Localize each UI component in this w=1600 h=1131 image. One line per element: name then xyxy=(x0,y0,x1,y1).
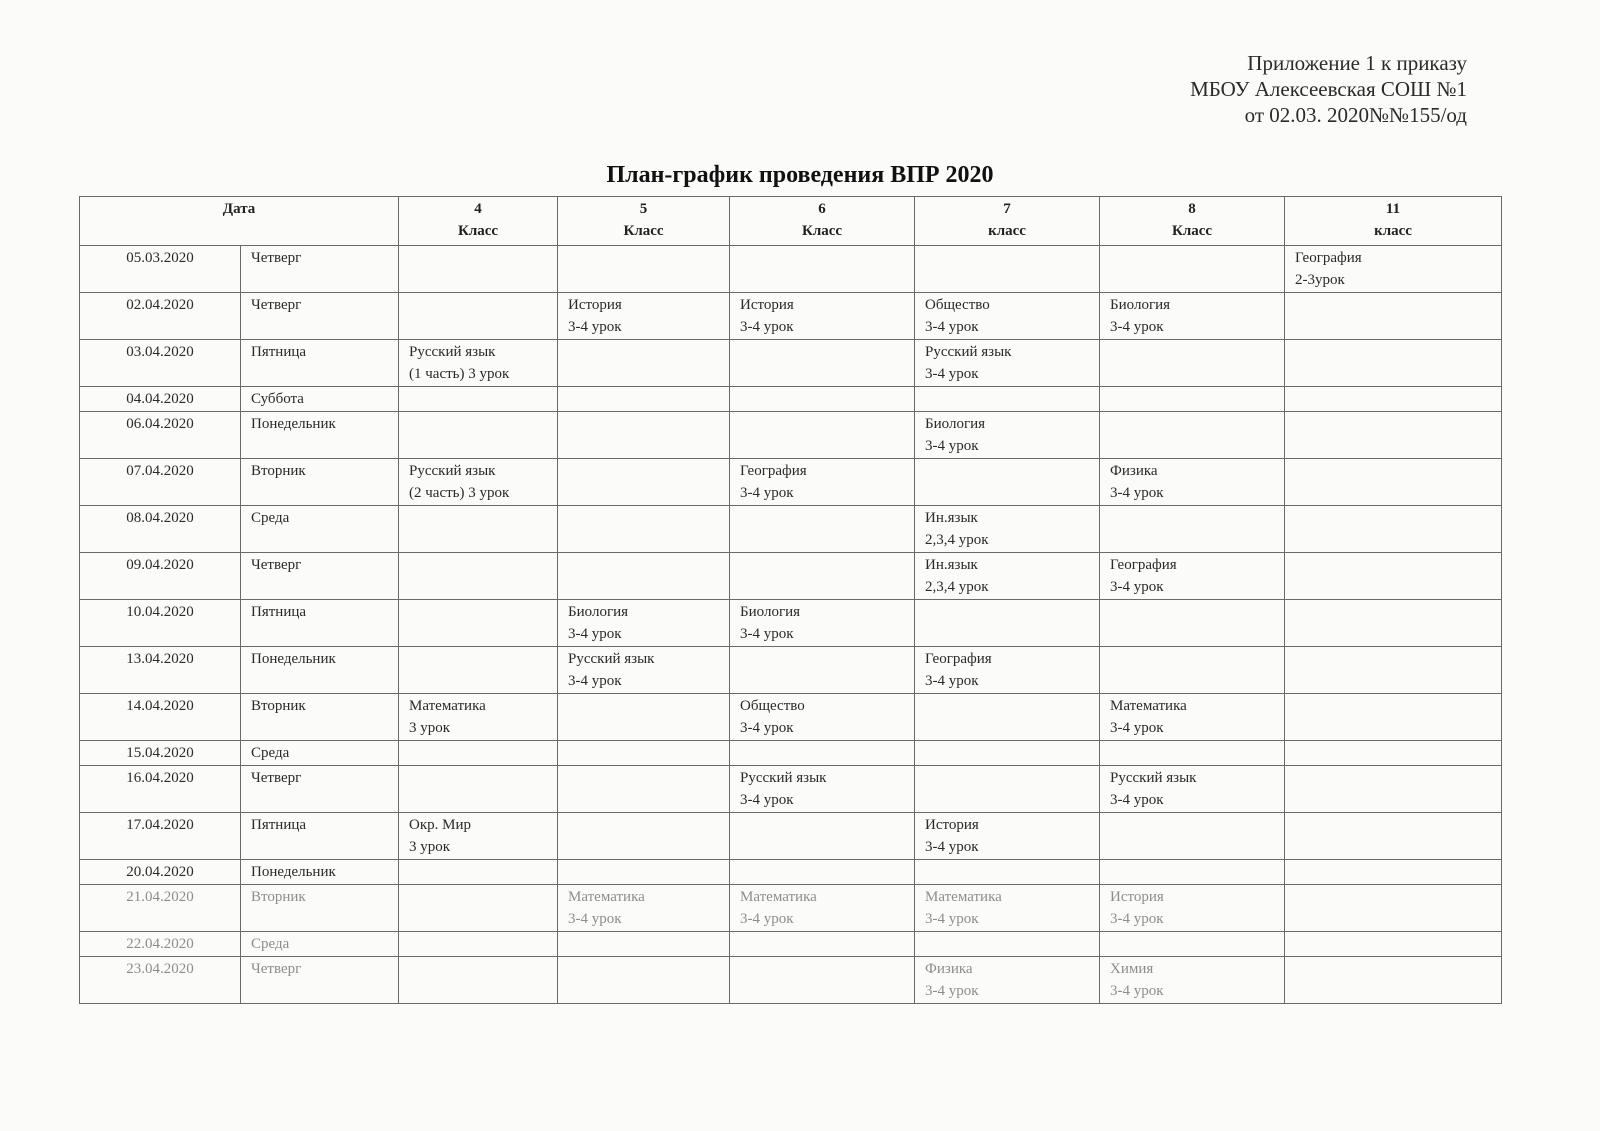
lesson-period: 3-4 урок xyxy=(1110,319,1164,335)
subject-cell-grade-11 xyxy=(1285,813,1502,860)
subject-cell-grade-11 xyxy=(1285,340,1502,387)
subject-cell-grade-11 xyxy=(1285,647,1502,694)
subject-name: Общество xyxy=(740,698,805,714)
weekday-cell: Четверг xyxy=(241,246,399,293)
subject-cell-grade-7 xyxy=(915,766,1100,813)
lesson-period: 3-4 урок xyxy=(925,319,979,335)
subject-name: Ин.язык xyxy=(925,510,978,526)
date-cell: 02.04.2020 xyxy=(80,293,241,340)
date-cell: 20.04.2020 xyxy=(80,860,241,885)
grade-number: 7 xyxy=(1003,201,1011,217)
subject-cell-grade-4 xyxy=(399,600,558,647)
date-cell: 22.04.2020 xyxy=(80,932,241,957)
subject-cell-grade-4 xyxy=(399,885,558,932)
subject-cell-grade-7 xyxy=(915,600,1100,647)
subject-cell-grade-8 xyxy=(1100,694,1285,741)
weekday-cell: Четверг xyxy=(241,553,399,600)
weekday-cell: Среда xyxy=(241,741,399,766)
subject-cell-grade-4 xyxy=(399,957,558,1004)
subject-cell-grade-8 xyxy=(1100,860,1285,885)
lesson-period: 3-4 урок xyxy=(925,911,979,927)
subject-cell-grade-6 xyxy=(730,600,915,647)
subject-cell-grade-7 xyxy=(915,459,1100,506)
date-cell: 21.04.2020 xyxy=(80,885,241,932)
date-cell: 15.04.2020 xyxy=(80,741,241,766)
subject-name: География xyxy=(1110,557,1177,573)
subject-name: Русский язык xyxy=(409,344,496,360)
date-cell: 16.04.2020 xyxy=(80,766,241,813)
subject-cell-grade-4 xyxy=(399,813,558,860)
subject-cell-grade-6 xyxy=(730,293,915,340)
lesson-period: 3-4 урок xyxy=(568,673,622,689)
subject-cell-grade-4 xyxy=(399,694,558,741)
subject-cell-grade-6 xyxy=(730,647,915,694)
subject-cell-grade-6 xyxy=(730,957,915,1004)
subject-cell-grade-7 xyxy=(915,412,1100,459)
subject-cell-grade-11 xyxy=(1285,600,1502,647)
subject-cell-grade-5 xyxy=(558,293,730,340)
table-row xyxy=(80,412,1502,459)
date-cell: 03.04.2020 xyxy=(80,340,241,387)
weekday-cell: Четверг xyxy=(241,957,399,1004)
order-reference xyxy=(1190,50,1467,128)
lesson-period: 3-4 урок xyxy=(1110,983,1164,999)
subject-cell-grade-4 xyxy=(399,459,558,506)
subject-cell-grade-8 xyxy=(1100,932,1285,957)
subject-cell-grade-5 xyxy=(558,647,730,694)
subject-cell-grade-11 xyxy=(1285,387,1502,412)
subject-cell-grade-8 xyxy=(1100,553,1285,600)
subject-cell-grade-6 xyxy=(730,387,915,412)
subject-name: Окр. Мир xyxy=(409,817,472,833)
subject-cell-grade-5 xyxy=(558,600,730,647)
subject-cell-grade-6 xyxy=(730,694,915,741)
table-row xyxy=(80,860,1502,885)
lesson-period: 3-4 урок xyxy=(925,438,979,454)
weekday-cell: Понедельник xyxy=(241,860,399,885)
subject-cell-grade-4 xyxy=(399,553,558,600)
grade-label: Класс xyxy=(1171,223,1213,239)
subject-cell-grade-4 xyxy=(399,340,558,387)
date-cell: 08.04.2020 xyxy=(80,506,241,553)
grade-label: класс xyxy=(1374,223,1412,239)
table-body xyxy=(80,246,1502,1004)
subject-cell-grade-11 xyxy=(1285,553,1502,600)
subject-cell-grade-7 xyxy=(915,340,1100,387)
subject-cell-grade-6 xyxy=(730,860,915,885)
table-row xyxy=(80,932,1502,957)
date-cell: 14.04.2020 xyxy=(80,694,241,741)
header-grade-8 xyxy=(1100,197,1285,246)
table-row xyxy=(80,813,1502,860)
subject-cell-grade-5 xyxy=(558,885,730,932)
subject-cell-grade-8 xyxy=(1100,340,1285,387)
lesson-period: 3-4 урок xyxy=(1110,720,1164,736)
table-row xyxy=(80,741,1502,766)
table-row xyxy=(80,293,1502,340)
table-row xyxy=(80,387,1502,412)
subject-name: Физика xyxy=(925,961,973,977)
subject-cell-grade-11 xyxy=(1285,860,1502,885)
subject-cell-grade-5 xyxy=(558,340,730,387)
subject-cell-grade-8 xyxy=(1100,387,1285,412)
subject-cell-grade-7 xyxy=(915,885,1100,932)
subject-cell-grade-11 xyxy=(1285,957,1502,1004)
subject-name: Русский язык xyxy=(568,651,655,667)
lesson-period: 3-4 урок xyxy=(740,792,794,808)
weekday-cell: Понедельник xyxy=(241,412,399,459)
subject-cell-grade-4 xyxy=(399,246,558,293)
date-cell: 07.04.2020 xyxy=(80,459,241,506)
subject-cell-grade-11 xyxy=(1285,694,1502,741)
subject-cell-grade-4 xyxy=(399,412,558,459)
header-grade-6 xyxy=(730,197,915,246)
lesson-period: 3 урок xyxy=(409,720,451,736)
lesson-period: 3-4 урок xyxy=(568,626,622,642)
grade-number: 6 xyxy=(818,201,826,217)
lesson-period: 2,3,4 урок xyxy=(925,579,989,595)
lesson-period: 3-4 урок xyxy=(925,983,979,999)
subject-cell-grade-7 xyxy=(915,860,1100,885)
subject-name: Русский язык xyxy=(409,463,496,479)
grade-number: 11 xyxy=(1385,201,1401,217)
header-grade-11 xyxy=(1285,197,1502,246)
subject-cell-grade-6 xyxy=(730,459,915,506)
subject-name: Русский язык xyxy=(1110,770,1197,786)
subject-cell-grade-6 xyxy=(730,766,915,813)
subject-cell-grade-11 xyxy=(1285,246,1502,293)
lesson-period: 3-4 урок xyxy=(568,319,622,335)
subject-cell-grade-4 xyxy=(399,506,558,553)
subject-cell-grade-7 xyxy=(915,387,1100,412)
subject-name: История xyxy=(925,817,979,833)
subject-cell-grade-4 xyxy=(399,647,558,694)
subject-cell-grade-7 xyxy=(915,553,1100,600)
grade-label: Класс xyxy=(801,223,843,239)
date-cell: 09.04.2020 xyxy=(80,553,241,600)
table-row xyxy=(80,340,1502,387)
lesson-period: 3-4 урок xyxy=(1110,792,1164,808)
subject-cell-grade-8 xyxy=(1100,293,1285,340)
subject-cell-grade-5 xyxy=(558,412,730,459)
date-cell: 06.04.2020 xyxy=(80,412,241,459)
subject-name: Общество xyxy=(925,297,990,313)
subject-cell-grade-6 xyxy=(730,553,915,600)
lesson-period: 2-3урок xyxy=(1295,272,1345,288)
lesson-period: 3-4 урок xyxy=(925,839,979,855)
lesson-period: 3-4 урок xyxy=(740,485,794,501)
subject-cell-grade-7 xyxy=(915,647,1100,694)
subject-cell-grade-6 xyxy=(730,885,915,932)
table-row xyxy=(80,885,1502,932)
subject-name: История xyxy=(1110,889,1164,905)
header-date: Дата xyxy=(80,197,399,246)
subject-name: Биология xyxy=(925,416,986,432)
subject-cell-grade-7 xyxy=(915,741,1100,766)
grade-number: 8 xyxy=(1188,201,1196,217)
table-row xyxy=(80,957,1502,1004)
lesson-period: 3-4 урок xyxy=(1110,579,1164,595)
subject-name: Биология xyxy=(1110,297,1171,313)
subject-cell-grade-11 xyxy=(1285,885,1502,932)
order-line-2: МБОУ Алексеевская СОШ №1 xyxy=(1190,77,1467,101)
header-grade-5 xyxy=(558,197,730,246)
subject-cell-grade-5 xyxy=(558,957,730,1004)
lesson-period: 3 урок xyxy=(409,839,451,855)
subject-cell-grade-5 xyxy=(558,246,730,293)
subject-cell-grade-5 xyxy=(558,553,730,600)
lesson-period: 3-4 урок xyxy=(568,911,622,927)
date-cell: 04.04.2020 xyxy=(80,387,241,412)
subject-cell-grade-7 xyxy=(915,246,1100,293)
subject-cell-grade-5 xyxy=(558,506,730,553)
lesson-period: (1 часть) 3 урок xyxy=(409,366,510,382)
subject-name: Ин.язык xyxy=(925,557,978,573)
subject-cell-grade-11 xyxy=(1285,459,1502,506)
subject-cell-grade-7 xyxy=(915,932,1100,957)
schedule-table xyxy=(79,196,1502,1004)
subject-cell-grade-7 xyxy=(915,506,1100,553)
subject-cell-grade-11 xyxy=(1285,506,1502,553)
subject-cell-grade-6 xyxy=(730,506,915,553)
header-row xyxy=(80,197,1502,246)
table-row xyxy=(80,459,1502,506)
table-row xyxy=(80,246,1502,293)
header-grade-4 xyxy=(399,197,558,246)
lesson-period: 2,3,4 урок xyxy=(925,532,989,548)
date-cell: 17.04.2020 xyxy=(80,813,241,860)
subject-name: История xyxy=(568,297,622,313)
subject-cell-grade-8 xyxy=(1100,647,1285,694)
order-line-1: Приложение 1 к приказу xyxy=(1247,51,1467,75)
weekday-cell: Пятница xyxy=(241,340,399,387)
subject-cell-grade-4 xyxy=(399,387,558,412)
lesson-period: 3-4 урок xyxy=(740,720,794,736)
subject-cell-grade-6 xyxy=(730,412,915,459)
subject-cell-grade-4 xyxy=(399,932,558,957)
subject-cell-grade-5 xyxy=(558,741,730,766)
subject-cell-grade-6 xyxy=(730,340,915,387)
weekday-cell: Понедельник xyxy=(241,647,399,694)
weekday-cell: Пятница xyxy=(241,600,399,647)
subject-name: География xyxy=(925,651,992,667)
subject-cell-grade-8 xyxy=(1100,412,1285,459)
date-cell: 10.04.2020 xyxy=(80,600,241,647)
weekday-cell: Вторник xyxy=(241,459,399,506)
subject-name: Математика xyxy=(925,889,1002,905)
table-header xyxy=(80,197,1502,246)
subject-cell-grade-6 xyxy=(730,246,915,293)
table-row xyxy=(80,647,1502,694)
subject-name: История xyxy=(740,297,794,313)
lesson-period: (2 часть) 3 урок xyxy=(409,485,510,501)
subject-cell-grade-5 xyxy=(558,766,730,813)
subject-cell-grade-11 xyxy=(1285,293,1502,340)
header-grade-7 xyxy=(915,197,1100,246)
subject-cell-grade-11 xyxy=(1285,412,1502,459)
weekday-cell: Четверг xyxy=(241,766,399,813)
subject-cell-grade-5 xyxy=(558,813,730,860)
date-cell: 23.04.2020 xyxy=(80,957,241,1004)
lesson-period: 3-4 урок xyxy=(740,911,794,927)
table-row xyxy=(80,506,1502,553)
grade-label: Класс xyxy=(623,223,664,239)
subject-cell-grade-8 xyxy=(1100,246,1285,293)
subject-cell-grade-7 xyxy=(915,813,1100,860)
subject-cell-grade-4 xyxy=(399,766,558,813)
table-row xyxy=(80,600,1502,647)
grade-label: Класс xyxy=(457,223,499,239)
subject-cell-grade-8 xyxy=(1100,766,1285,813)
subject-cell-grade-8 xyxy=(1100,600,1285,647)
table-row xyxy=(80,553,1502,600)
subject-name: Биология xyxy=(568,604,629,620)
weekday-cell: Вторник xyxy=(241,885,399,932)
lesson-period: 3-4 урок xyxy=(925,366,979,382)
subject-cell-grade-11 xyxy=(1285,766,1502,813)
subject-cell-grade-8 xyxy=(1100,885,1285,932)
subject-cell-grade-8 xyxy=(1100,741,1285,766)
subject-cell-grade-11 xyxy=(1285,932,1502,957)
subject-cell-grade-8 xyxy=(1100,506,1285,553)
subject-cell-grade-4 xyxy=(399,293,558,340)
lesson-period: 3-4 урок xyxy=(1110,911,1164,927)
subject-name: Математика xyxy=(740,889,817,905)
page-title: План-график проведения ВПР 2020 xyxy=(606,162,994,188)
subject-cell-grade-7 xyxy=(915,957,1100,1004)
subject-cell-grade-7 xyxy=(915,694,1100,741)
date-cell: 05.03.2020 xyxy=(80,246,241,293)
subject-name: География xyxy=(740,463,807,479)
weekday-cell: Среда xyxy=(241,506,399,553)
subject-cell-grade-5 xyxy=(558,932,730,957)
subject-cell-grade-5 xyxy=(558,694,730,741)
lesson-period: 3-4 урок xyxy=(740,626,794,642)
subject-name: Химия xyxy=(1110,961,1154,977)
order-line-3: от 02.03. 2020№№155/од xyxy=(1244,103,1467,127)
subject-name: Русский язык xyxy=(740,770,827,786)
weekday-cell: Четверг xyxy=(241,293,399,340)
subject-cell-grade-7 xyxy=(915,293,1100,340)
grade-label: класс xyxy=(988,223,1026,239)
subject-cell-grade-4 xyxy=(399,860,558,885)
subject-name: Математика xyxy=(409,698,486,714)
subject-cell-grade-6 xyxy=(730,932,915,957)
weekday-cell: Вторник xyxy=(241,694,399,741)
subject-name: Русский язык xyxy=(925,344,1012,360)
weekday-cell: Пятница xyxy=(241,813,399,860)
weekday-cell: Суббота xyxy=(241,387,399,412)
subject-cell-grade-11 xyxy=(1285,741,1502,766)
table-row xyxy=(80,766,1502,813)
weekday-cell: Среда xyxy=(241,932,399,957)
subject-cell-grade-6 xyxy=(730,741,915,766)
subject-cell-grade-5 xyxy=(558,459,730,506)
subject-name: География xyxy=(1295,250,1362,266)
lesson-period: 3-4 урок xyxy=(740,319,794,335)
subject-cell-grade-8 xyxy=(1100,957,1285,1004)
subject-cell-grade-6 xyxy=(730,813,915,860)
subject-cell-grade-5 xyxy=(558,860,730,885)
subject-name: Математика xyxy=(568,889,645,905)
grade-number: 4 xyxy=(474,201,482,217)
grade-number: 5 xyxy=(639,201,648,217)
subject-name: Математика xyxy=(1110,698,1187,714)
date-cell: 13.04.2020 xyxy=(80,647,241,694)
subject-name: Физика xyxy=(1110,463,1158,479)
subject-cell-grade-8 xyxy=(1100,459,1285,506)
subject-name: Биология xyxy=(740,604,801,620)
table-row xyxy=(80,694,1502,741)
subject-cell-grade-4 xyxy=(399,741,558,766)
subject-cell-grade-8 xyxy=(1100,813,1285,860)
lesson-period: 3-4 урок xyxy=(1110,485,1164,501)
lesson-period: 3-4 урок xyxy=(925,673,979,689)
subject-cell-grade-5 xyxy=(558,387,730,412)
